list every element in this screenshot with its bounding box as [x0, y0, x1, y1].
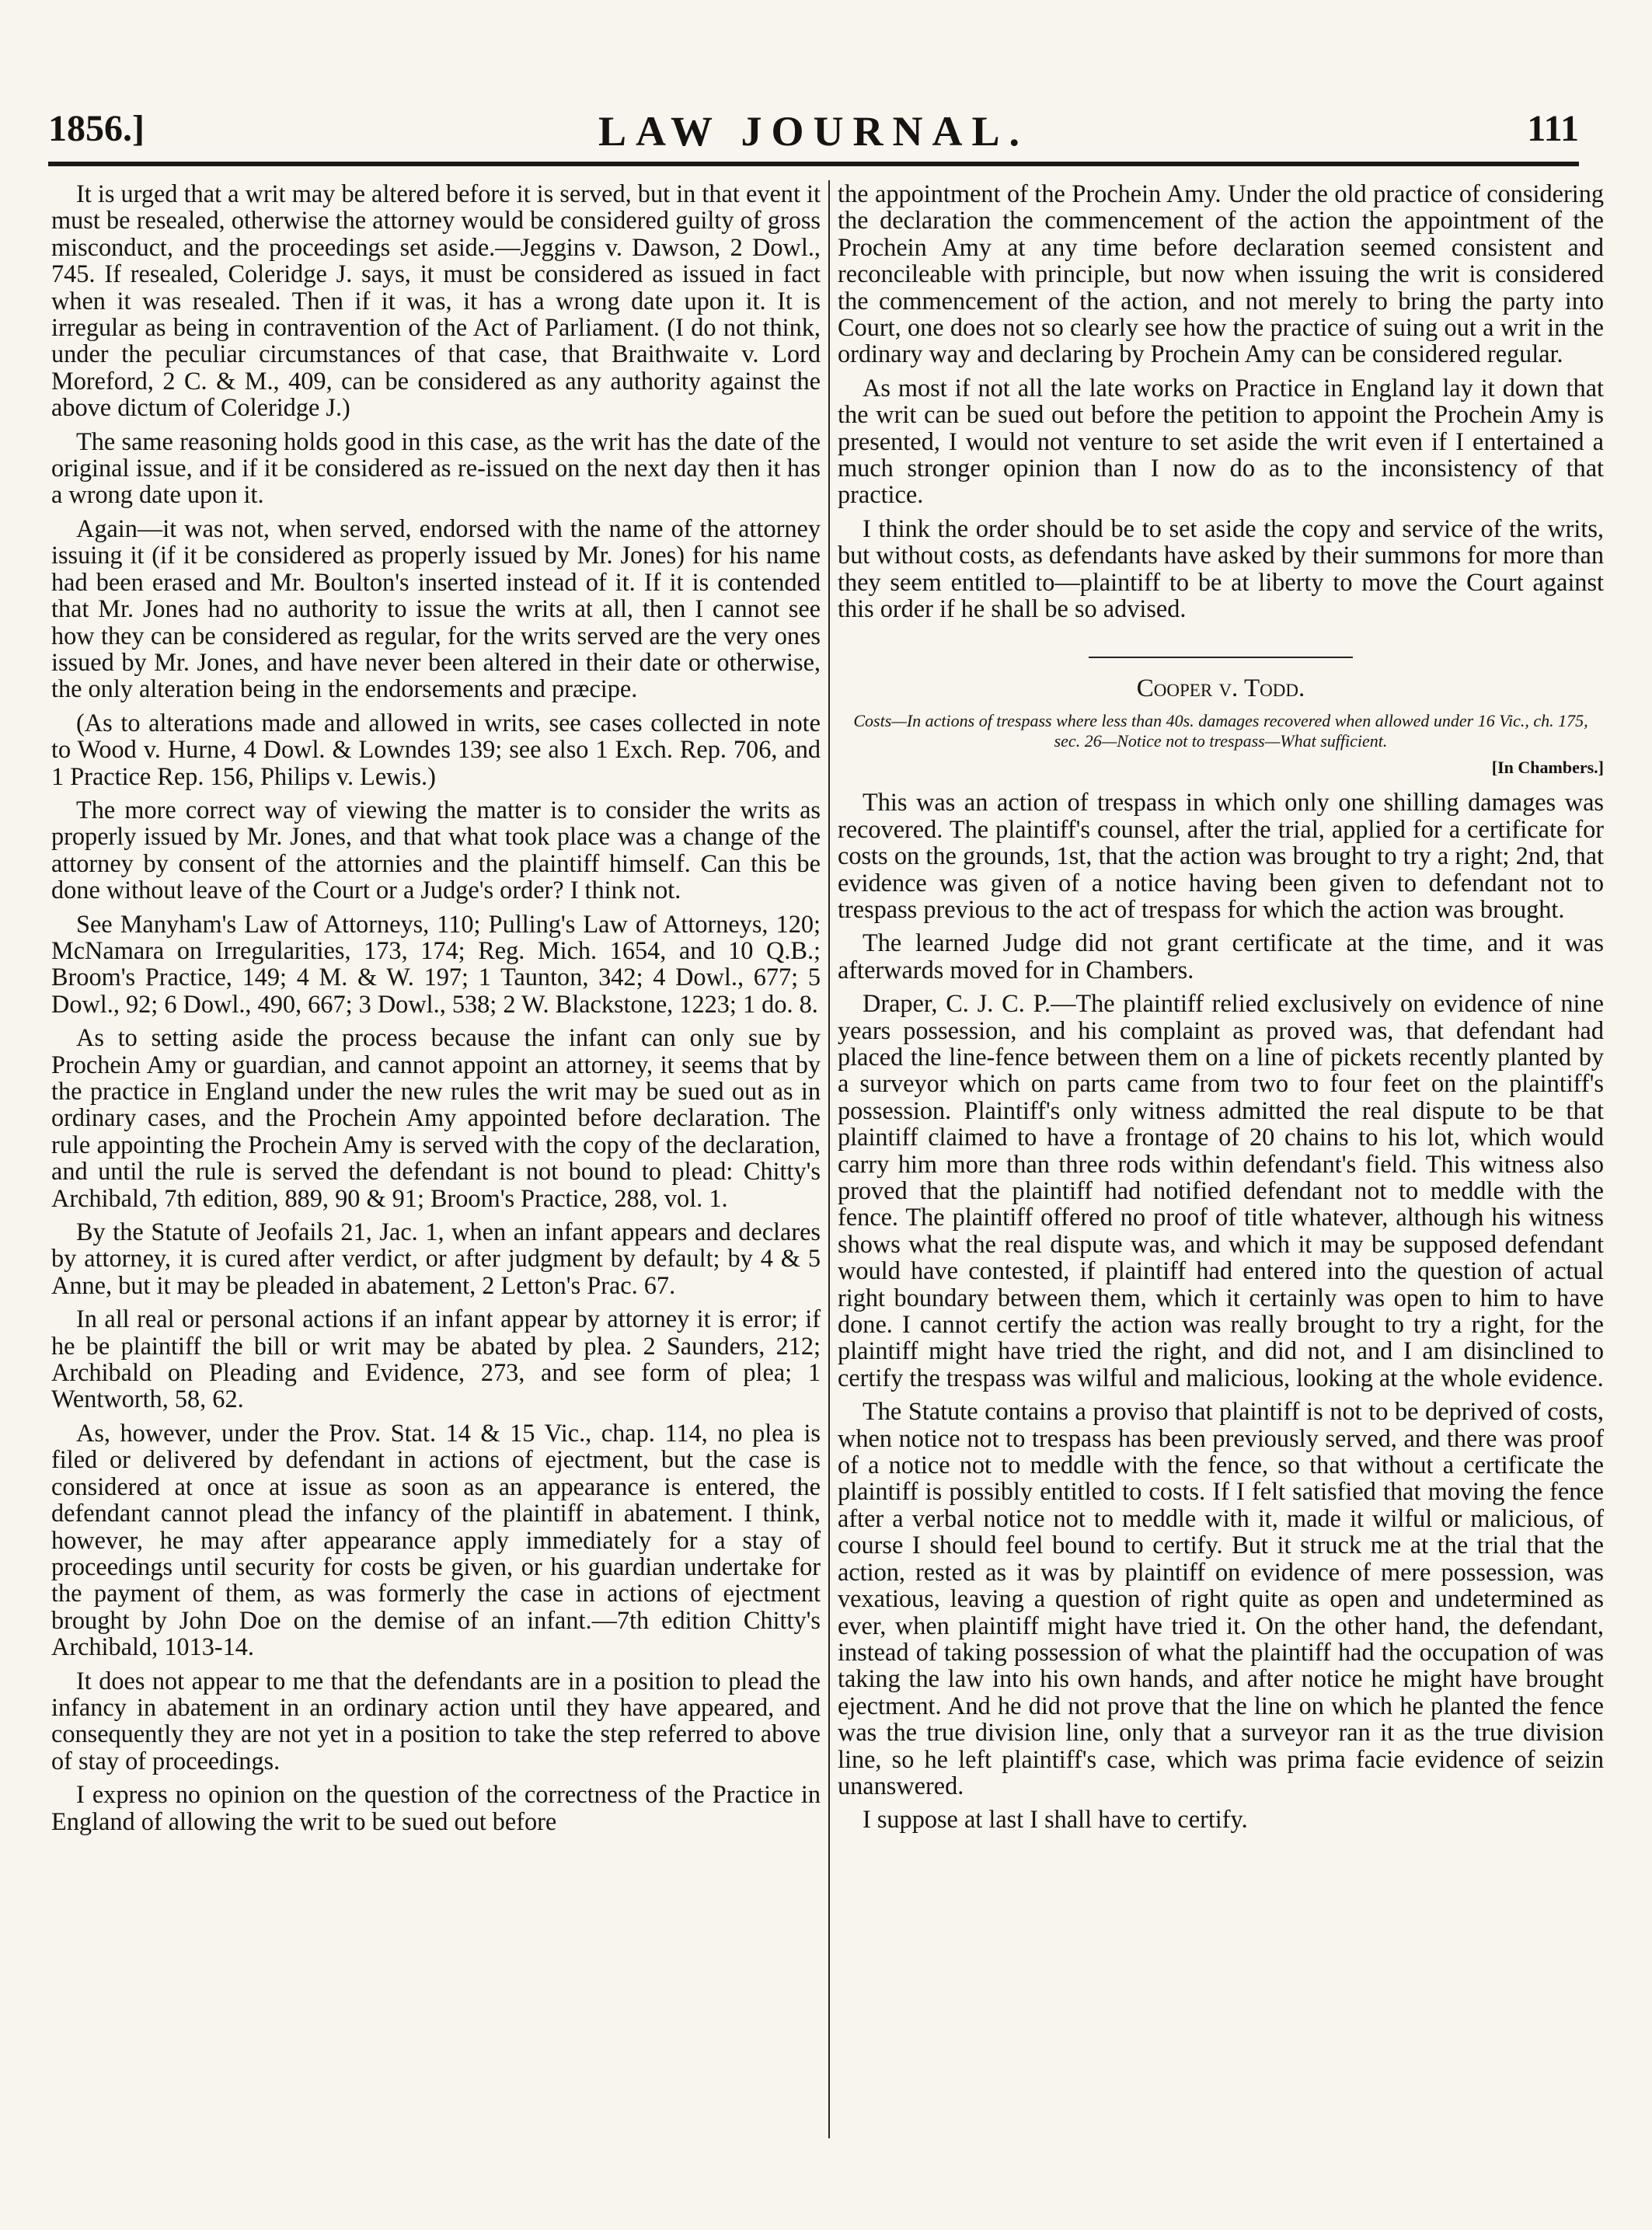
- paragraph: See Manyham's Law of Attorneys, 110; Pulling's Law of Attorneys, 120; McNamara on Irregularities, 173, 174; Reg. Mich. 1654, and 10 Q.B.; Broom's Practice, 149; 4 M. & W. 197; 1 Taunton, 342; 4 Dowl., 677; 5 Dowl., 92; 6 Dowl., 490, 667; 3 Dowl., 538; 2 W. Blackstone, 1223; 1 do. 8.: [51, 909, 821, 1018]
- paragraph: Draper, C. J. C. P.—The plaintiff relied exclusively on evidence of nine years possession, and his complaint as proved was, that defendant had placed the line-fence between them on a line of pickets recently planted by a surveyor which on parts came from two to four feet on the plaintiff's possession. Plaintiff's only witness admitted the real dispute to be that plaintiff claimed to have a frontage of 20 chains to his lot, which would carry him more than three rods within defendant's field. This witness also proved that the plaintiff had notified defendant not to meddle with the fence. The plaintiff offered no proof of title whatever, although his witness shows what the real dispute was, and which it may be supposed defendant would have contested, if plaintiff had entered into the question of actual right boundary between them, which it certainly was open to him to have done. I cannot certify the action was really brought to try a right, for the plaintiff might have tried the right, and did not, and I am disinclined to certify the trespass was wilful and malicious, looking at the whole evidence.: [838, 989, 1604, 1392]
- paragraph: As most if not all the late works on Practice in England lay it down that the writ can be sued out before the petition to appoint the Prochein Amy is presented, I would not venture to set aside the writ even if I entertained a much stronger opinion than I now do as to the inconsistency of that practice.: [838, 373, 1604, 509]
- paragraph: I express no opinion on the question of the correctness of the Practice in England of allowing the writ to be sued out before: [51, 1780, 821, 1835]
- paragraph: The same reasoning holds good in this case, as the writ has the date of the original issue, and if it be considered as re-issued on the next day then it has a wrong date upon it.: [51, 427, 821, 509]
- header-title: LAW JOURNAL.: [598, 108, 1030, 155]
- page-number: 111: [1527, 108, 1579, 149]
- column-divider: [828, 180, 830, 2138]
- paragraph: I think the order should be to set aside the copy and service of the writs, but without costs, as defendants have asked by their summons for more than they seem entitled to—plaintiff to be at liberty to move the Court against this order if he shall be so advised.: [838, 514, 1604, 623]
- paragraph: It does not appear to me that the defendants are in a position to plead the infancy in abatement in an ordinary action until they have appeared, and consequently they are not yet in a position to take the step referred to above of stay of proceedings.: [51, 1666, 821, 1775]
- page-header: [48, 107, 1579, 166]
- case-title: Cooper v. Todd.: [1136, 674, 1305, 702]
- paragraph: I suppose at last I shall have to certify.: [863, 1805, 1248, 1834]
- paragraph: (As to alterations made and allowed in writs, see cases collected in note to Wood v. Hurne, 4 Dowl. & Lowndes 139; see also 1 Exch. Rep. 706, and 1 Practice Rep. 156, Philips v. Lewis.): [51, 708, 821, 790]
- paragraph: As, however, under the Prov. Stat. 14 & 15 Vic., chap. 114, no plea is filed or delivered by defendant in actions of ejectment, but the case is considered at once at issue as soon as an appearance is entered, the defendant cannot plead the infancy of the plaintiff in abatement. I think, however, he may after appearance apply immediately for a stay of proceedings until security for costs be given, or his guardian undertake for the payment of them, as was formerly the case in actions of ejectment brought by John Doe on the demise of an infant.—7th edition Chitty's Archibald, 1013-14.: [51, 1418, 821, 1661]
- header-year: 1856.]: [48, 108, 145, 149]
- paragraph: This was an action of trespass in which only one shilling damages was recovered. The plaintiff's counsel, after the trial, applied for a certificate for costs on the grounds, 1st, that the action was brought to try a right; 2nd, that evidence was given of a notice having been given to defendant not to trespass previous to the act of trespass for which the action was brought.: [838, 788, 1604, 923]
- paragraph: As to setting aside the process because the infant can only sue by Prochein Amy or guardian, and cannot appoint an attorney, it seems that by the practice in England under the new rules the writ may be sued out as in ordinary cases, and the Prochein Amy appointed before declaration. The rule appointing the Prochein Amy is served with the copy of the declaration, and until the rule is served the defendant is not bound to plead: Chitty's Archibald, 7th edition, 889, 90 & 91; Broom's Practice, 288, vol. 1.: [51, 1023, 821, 1212]
- paragraph: Again—it was not, when served, endorsed with the name of the attorney issuing it (if it be considered as properly issued by Mr. Jones) for his name had been erased and Mr. Boulton's inserted instead of it. If it is contended that Mr. Jones had no authority to issue the writs at all, then I cannot see how they can be considered as regular, for the writs served are the very ones issued by Mr. Jones, and have never been altered in their date or otherwise, the only alteration being in the endorsements and præcipe.: [51, 514, 821, 703]
- paragraph: It is urged that a writ may be altered before it is served, but in that event it must be resealed, otherwise the attorney would be considered guilty of gross misconduct, and the proceedings set aside.—Jeggins v. Dawson, 2 Dowl., 745. If resealed, Coleridge J. says, it must be considered as issued in fact when it was resealed. Then if it was, it has a wrong date upon it. It is irregular as being in contravention of the Act of Parliament. (I do not think, under the peculiar circumstances of that case, that Braithwaite v. Lord Moreford, 2 C. & M., 409, can be considered as any authority against the above dictum of Coleridge J.): [51, 180, 821, 422]
- paragraph: The learned Judge did not grant certificate at the time, and it was afterwards moved for in Chambers.: [838, 929, 1604, 984]
- paragraph: The Statute contains a proviso that plaintiff is not to be deprived of costs, when notice not to trespass has been previously served, and there was proof of a notice not to meddle with the fence, so that without a certificate the plaintiff is possibly entitled to costs. If I felt satisfied that moving the fence after a verbal notice not to meddle with it, made it wilful or malicious, of course I should feel bound to certify. But it struck me at the trial that the action, rested as it was by plaintiff on evidence of mere possession, was vexatious, leaving a question of right quite as open and undetermined as ever, when plaintiff might have tried it. On the other hand, the defendant, instead of taking possession of what the plaintiff had the occupation of was taking the law into his own hands, and after notice he might have brought ejectment. And he did not prove that the line on which he planted the fence was the true division line, only that a surveyor ran it as the true division line, so he left plaintiff's case, which was prima facie evidence of seizin unanswered.: [838, 1397, 1604, 1800]
- left-column: [51, 180, 821, 2169]
- chambers-note: [In Chambers.]: [1491, 757, 1604, 777]
- paragraph: the appointment of the Prochein Amy. Under the old practice of considering the declaration the commencement of the action the appointment of the Prochein Amy at any time before declaration seemed consistent and reconcileable with principle, but now when issuing the writ is considered the commencement of the action, and not merely to bring the party into Court, one does not so clearly see how the practice of suing out a writ in the ordinary way and declaring by Prochein Amy can be considered regular.: [838, 180, 1604, 368]
- paragraph: By the Statute of Jeofails 21, Jac. 1, when an infant appears and declares by attorney, it is cured after verdict, or after judgment by default; by 4 & 5 Anne, but it may be pleaded in abatement, 2 Letton's Prac. 67.: [51, 1218, 821, 1299]
- right-column: [838, 180, 1604, 2169]
- case-headnote: Costs—In actions of trespass where less than 40s. damages recovered when allowed under 16 Vic., ch. 175, sec. 26—Notice not to trespass—What sufficient.: [853, 710, 1588, 751]
- section-rule: [1089, 657, 1353, 658]
- paragraph: The more correct way of viewing the matter is to consider the writs as properly issued by Mr. Jones, and that what took place was a change of the attorney by consent of the attornies and the plaintiff himself. Can this be done without leave of the Court or a Judge's order? I think not.: [51, 795, 821, 904]
- paragraph: In all real or personal actions if an infant appear by attorney it is error; if he be plaintiff the bill or writ may be abated by plea. 2 Saunders, 212; Archibald on Pleading and Evidence, 273, and see form of plea; 1 Wentworth, 58, 62.: [51, 1305, 821, 1413]
